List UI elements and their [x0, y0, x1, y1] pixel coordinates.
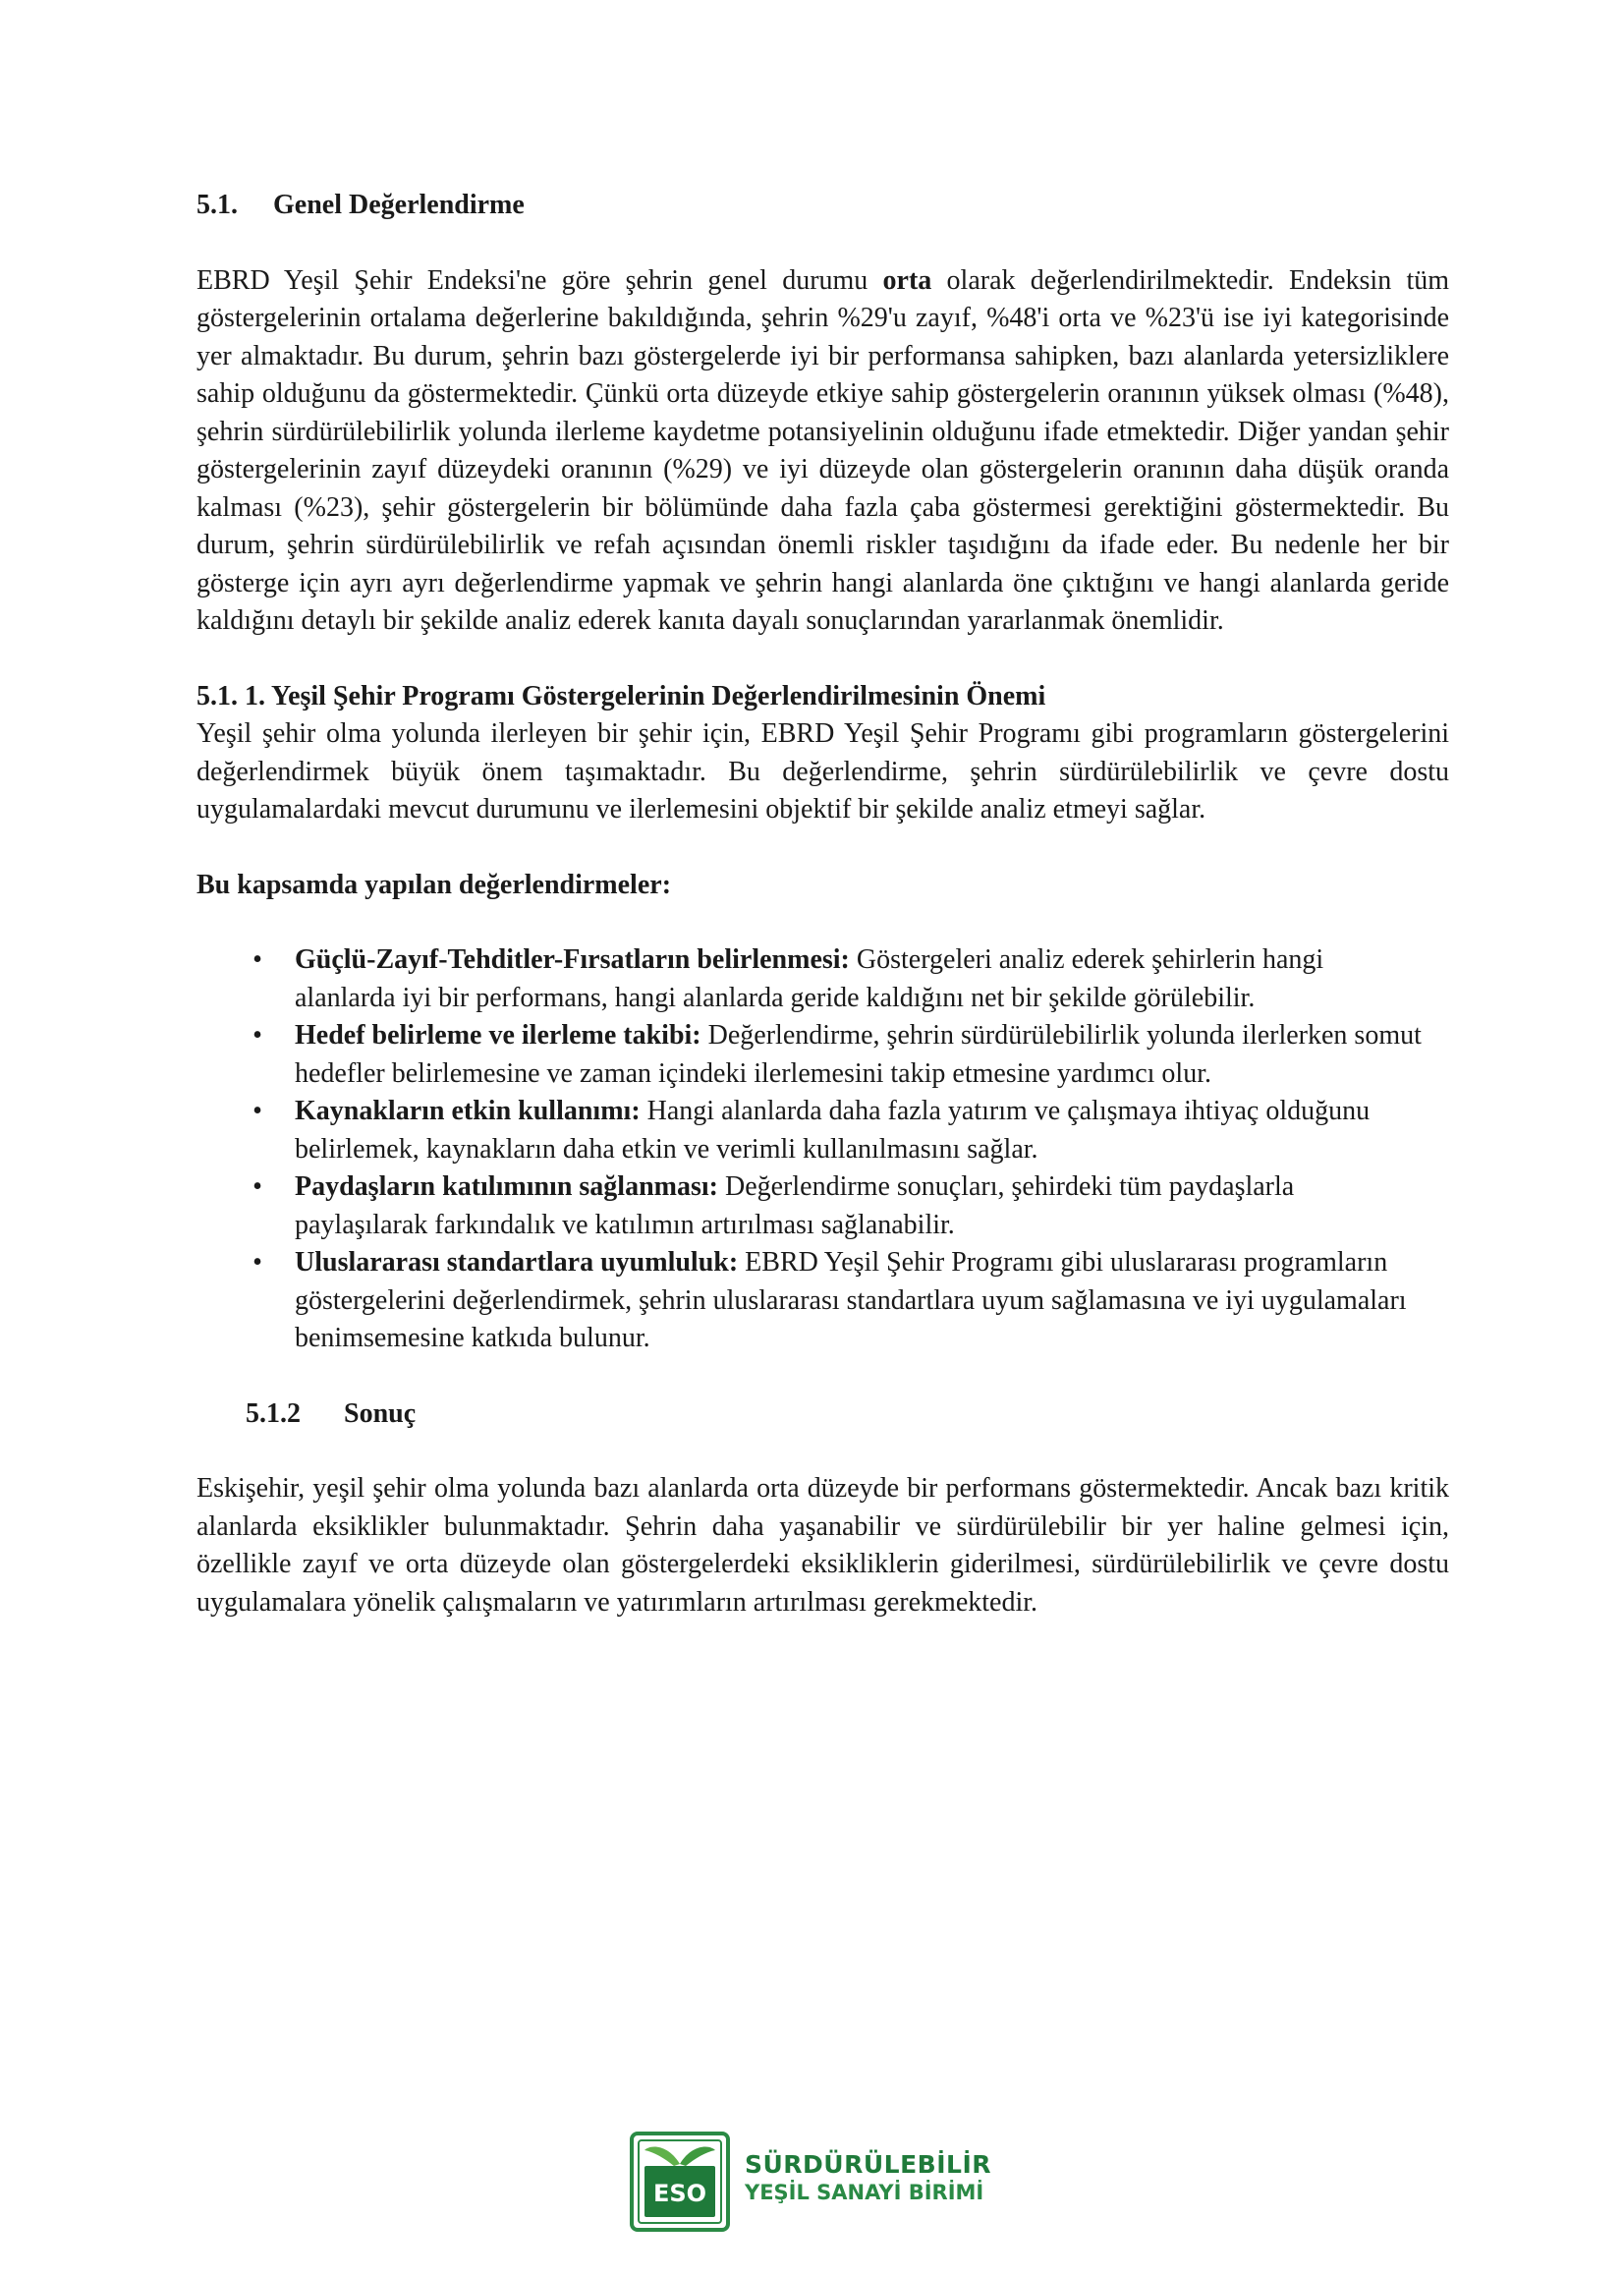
list-item — [196, 1168, 1449, 1244]
bullet-icon: • — [252, 1247, 262, 1278]
list-item — [196, 941, 1449, 1017]
subsection-paragraph: Yeşil şehir olma yolunda ilerleyen bir şehir için, EBRD Yeşil Şehir Programı gibi programların göstergelerini değerlendirmek büyük önem taşımaktadır. Bu değerlendirme, şehrin sürdürülebilirlik ve çevre dostu uygulamalardaki mevcut durumunu ve ilerlemesini objektif bir şekilde analiz etmeyi sağlar. — [196, 718, 1449, 825]
logo-text — [745, 2150, 991, 2206]
section-title: Genel Değerlendirme — [273, 190, 525, 220]
intro-text-end: olarak değerlendirilmektedir. Endeksin tüm göstergelerinin ortalama değerlerine bakıldığında, şehrin %29'u zayıf, %48'i orta ve %23'ü ise iyi kategorisinde yer almaktadır. Bu durum, şehrin bazı göstergelerde iyi bir performansa sahipken, bazı alanlarda yetersizliklere sahip olduğunu da göstermektedir. Çünkü orta düzeyde etkiye sahip göstergelerin oranının yüksek olması (%48), şehrin sürdürülebilirlik yolunda ilerleme kaydetme potansiyelinin olduğunu ifade etmektedir. Diğer yandan şehir göstergelerinin zayıf düzeydeki oranının (%29) ve iyi düzeyde olan göstergelerin oranının daha düşük oranda kalması (%23), şehir göstergelerin bir bölümünde daha fazla çaba göstermesi gerektiğini göstermektedir. Bu durum, şehrin sürdürülebilirlik ve refah açısından önemli riskler taşıdığını da ifade eder. Bu nedenle her bir gösterge için ayrı ayrı değerlendirme yapmak ve şehrin hangi alanlarda öne çıktığını ve hangi alanlarda geride kaldığını detaylı bir şekilde analiz ederek kanıta dayalı sonuçlarından yararlanmak önemlidir. — [196, 264, 1450, 636]
list-item-term: Uluslararası standartlara uyumluluk: — [295, 1247, 739, 1278]
eso-logo-icon — [629, 2131, 731, 2233]
list-item-text: Değerlendirme, şehrin sürdürülebilirlik yolunda ilerlerken somut hedefler belirlemesine ve zaman içindeki ilerlemesini takip etmesine yardımcı olur. — [295, 1020, 1422, 1089]
list-item-text: Değerlendirme sonuçları, şehirdeki tüm paydaşlarla paylaşılarak farkındalık ve katılımın artırılması sağlanabilir. — [295, 1171, 1295, 1240]
conclusion-title: Sonuç — [344, 1397, 417, 1429]
logo-line1: SÜRDÜRÜLEBİLİR — [745, 2150, 992, 2179]
intro-bold-word: orta — [882, 264, 932, 296]
evaluations-heading: Bu kapsamda yapılan değerlendirmeler: — [196, 869, 672, 900]
conclusion-heading — [246, 1395, 1449, 1434]
subsection-heading: 5.1. 1. Yeşil Şehir Programı Göstergelerinin Değerlendirilmesinin Önemi — [196, 680, 1046, 711]
section-heading — [196, 187, 1449, 225]
bullet-icon: • — [252, 1171, 262, 1202]
conclusion-number: 5.1.2 — [246, 1397, 301, 1429]
bullet-icon: • — [252, 1096, 262, 1126]
list-item — [196, 1093, 1449, 1168]
conclusion-paragraph: Eskişehir, yeşil şehir olma yolunda bazı alanlarda orta düzeyde bir performans göstermektedir. Ancak bazı kritik alanlarda eksiklikler bulunmaktadır. Şehrin daha yaşanabilir ve sürdürülebilir bir yer haline gelmesi için, özellikle zayıf ve orta düzeyde olan göstergelerdeki eksikliklerin giderilmesi, sürdürülebilirlik ve çevre dostu uygulamalara yönelik çalışmaların ve yatırımların artırılması gerekmektedir. — [196, 1473, 1449, 1618]
footer-logo — [629, 2131, 1002, 2237]
list-item-term: Hedef belirleme ve ilerleme takibi: — [295, 1020, 701, 1051]
intro-paragraph — [196, 262, 1449, 641]
list-item-term: Paydaşların katılımının sağlanması: — [295, 1171, 718, 1202]
document-page — [196, 187, 1449, 1622]
list-item-term: Kaynakların etkin kullanımı: — [295, 1096, 641, 1126]
list-item-text: Hangi alanlarda daha fazla yatırım ve çalışmaya ihtiyaç olduğunu belirlemek, kaynakların daha etkin ve verimli kullanılmasını sağlar. — [295, 1096, 1371, 1165]
bullet-icon: • — [252, 944, 262, 975]
evaluations-list — [196, 941, 1449, 1358]
bullet-icon: • — [252, 1020, 262, 1051]
section-number: 5.1. — [196, 190, 238, 220]
intro-text-start: EBRD Yeşil Şehir Endeksi'ne göre şehrin genel durumu — [196, 264, 883, 296]
logo-mark-text: ESO — [652, 2180, 707, 2207]
list-item-term: Güçlü-Zayıf-Tehditler-Fırsatların belirlenmesi: — [295, 944, 850, 975]
list-item — [196, 1017, 1449, 1093]
list-item-text: EBRD Yeşil Şehir Programı gibi uluslararası programların göstergelerini değerlendirmek, şehrin uluslararası standartlara uyum sağlamasına ve iyi uygulamaları benimsemesine katkıda bulunur. — [295, 1247, 1407, 1353]
list-item-text: Göstergeleri analiz ederek şehirlerin hangi alanlarda iyi bir performans, hangi alanlarda geride kaldığını net bir şekilde görülebilir. — [295, 944, 1324, 1013]
logo-line2: YEŞİL SANAYİ BİRİMİ — [745, 2181, 984, 2204]
list-item — [196, 1244, 1449, 1358]
